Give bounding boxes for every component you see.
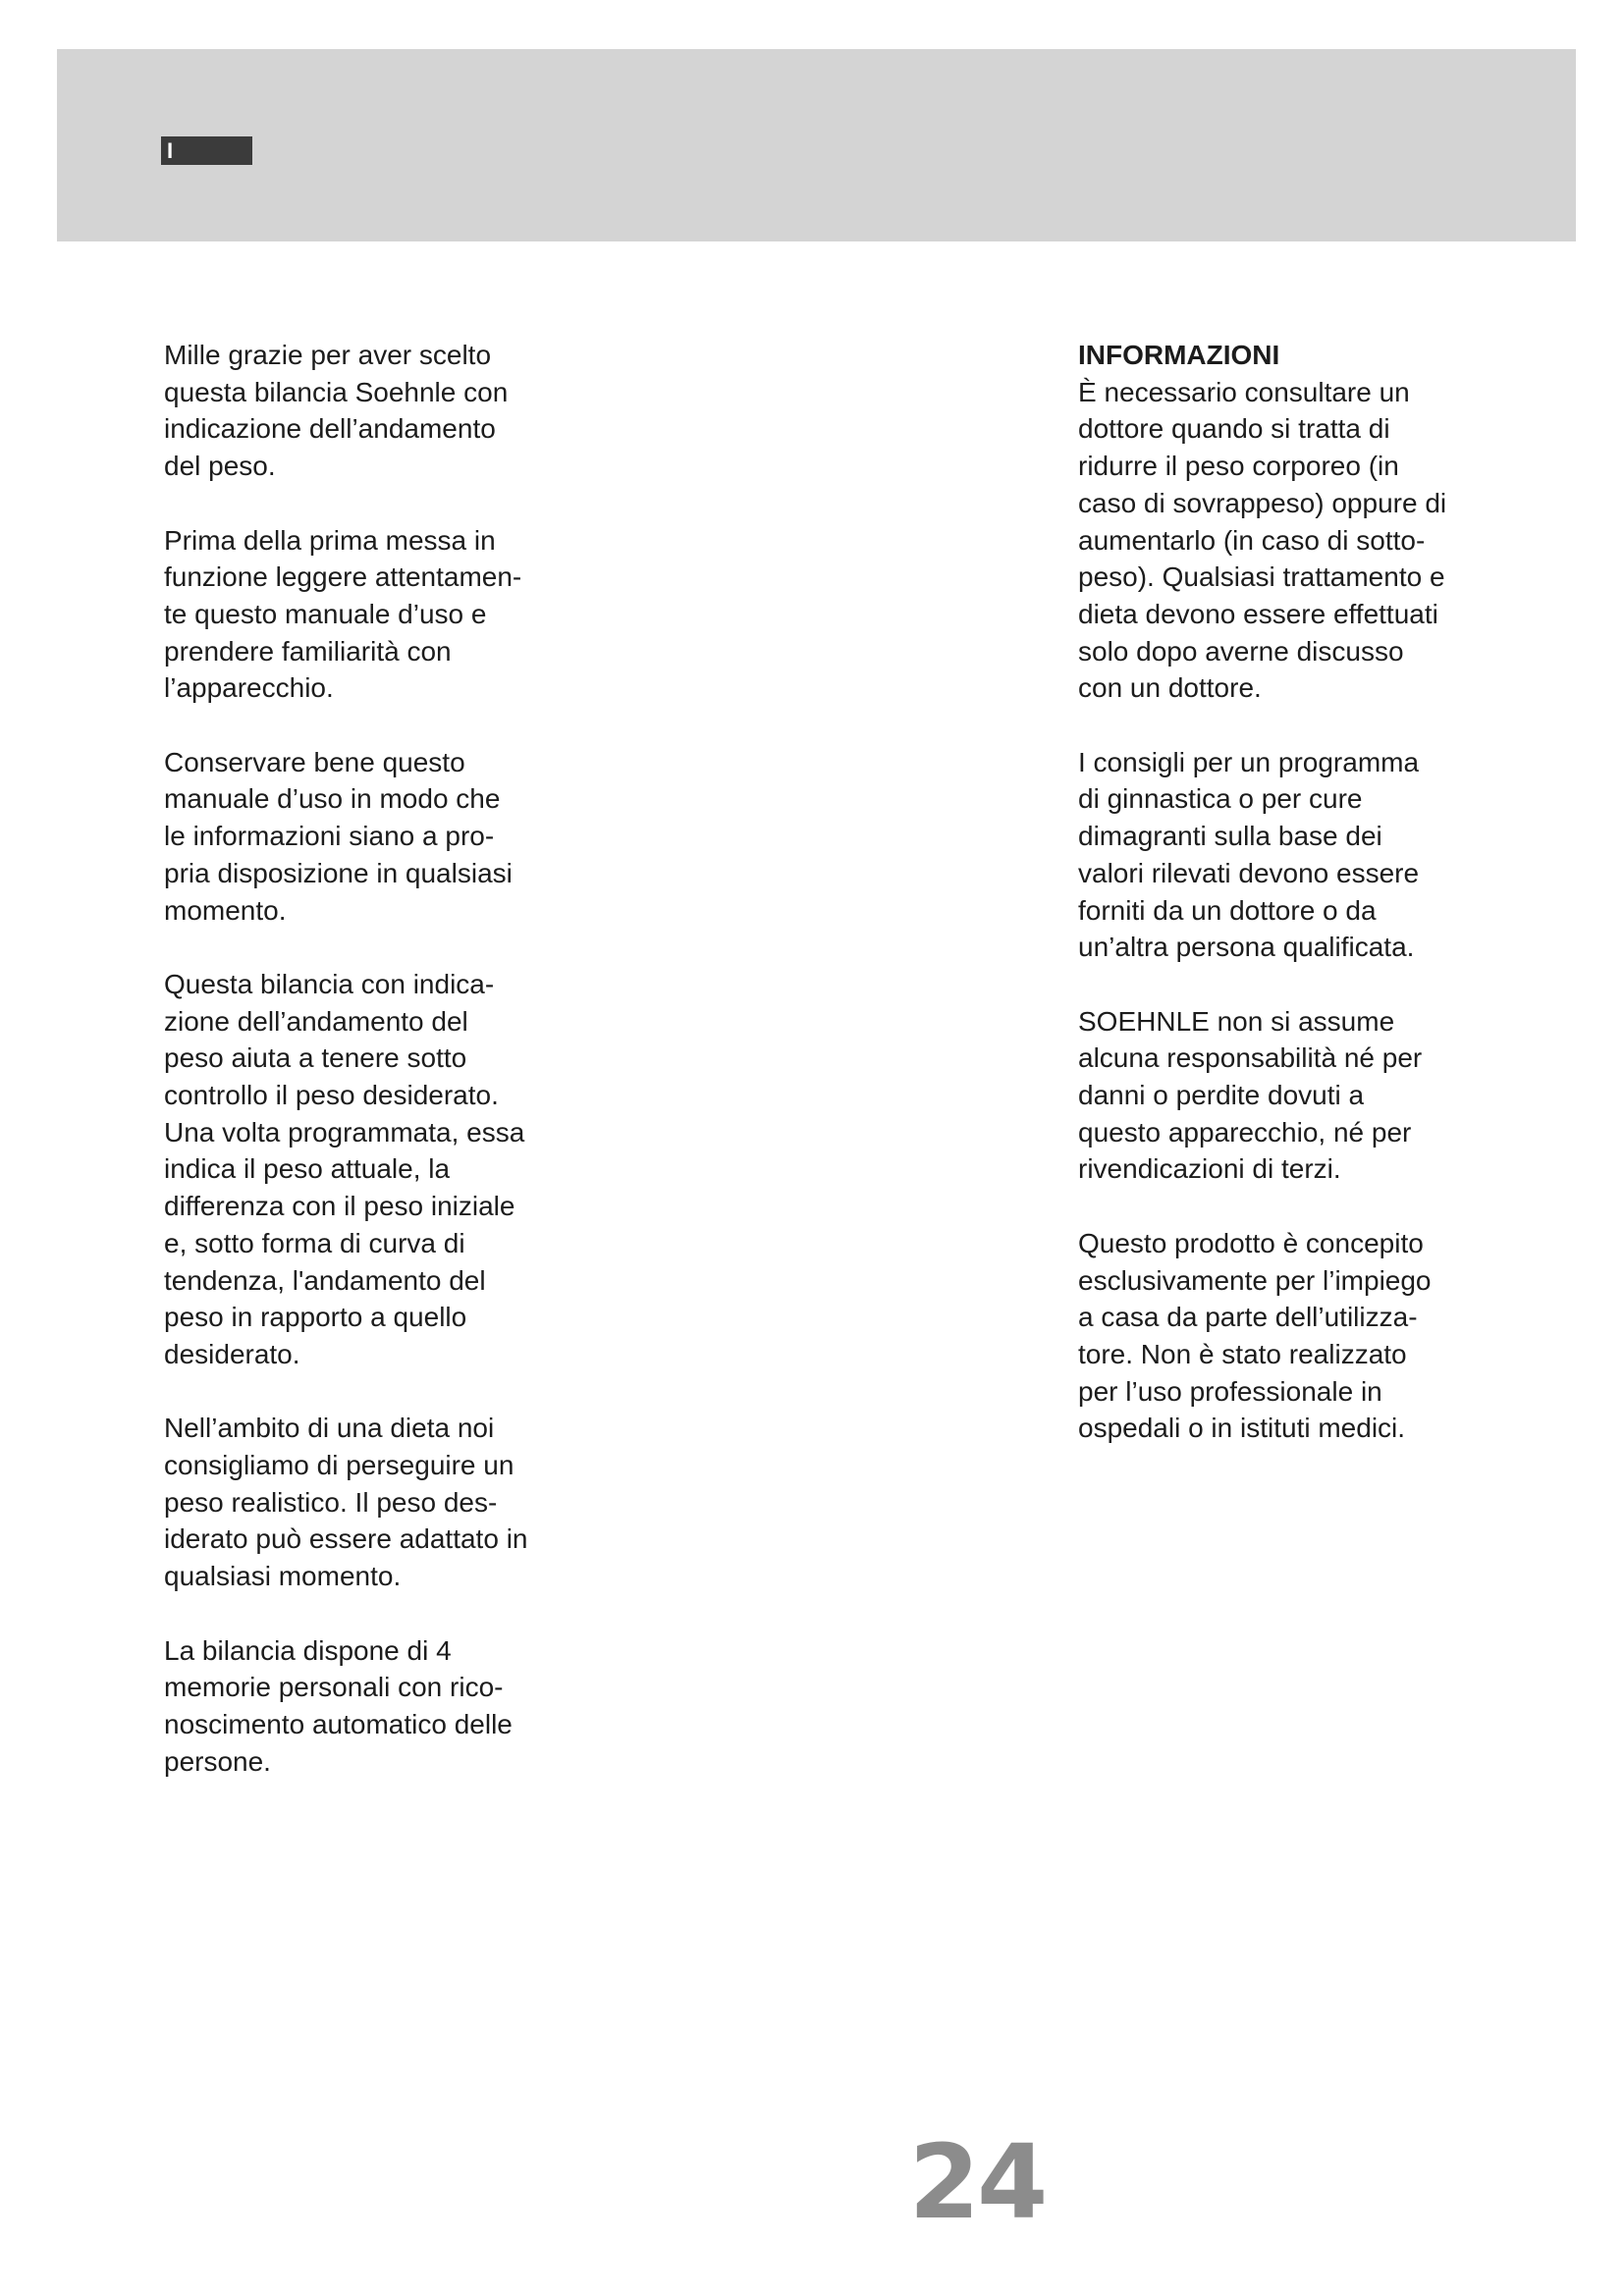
text-line: Questo prodotto è concepito: [1078, 1227, 1424, 1258]
text-line: iderato può essere adattato in: [164, 1523, 528, 1555]
text-line: Prima della prima messa in: [164, 524, 496, 556]
text-line: ospedali o in istituti medici.: [1078, 1413, 1406, 1444]
text-line: aumentarlo (in caso di sotto-: [1078, 524, 1426, 556]
text-line: con un dottore.: [1078, 672, 1262, 704]
text-line: Questa bilancia con indica-: [164, 968, 495, 999]
text-line: noscimento automatico delle: [164, 1708, 513, 1739]
right-paragraphs: [1078, 374, 1490, 1447]
right-column: [1078, 337, 1490, 1484]
text-line: per l’uso professionale in: [1078, 1375, 1382, 1407]
text-line: peso in rapporto a quello: [164, 1302, 467, 1333]
text-line: le informazioni siano a pro-: [164, 821, 495, 852]
text-line: e, sotto forma di curva di: [164, 1227, 465, 1258]
text-line: indicazione dell’andamento: [164, 413, 496, 445]
text-line: prendere familiarità con: [164, 635, 452, 667]
text-line: persone.: [164, 1745, 271, 1777]
text-line: È necessario consultare un: [1078, 376, 1410, 407]
header-band: [57, 49, 1576, 241]
text-line: esclusivamente per l’impiego: [1078, 1264, 1432, 1296]
paragraph: [164, 337, 576, 485]
text-line: indica il peso attuale, la: [164, 1153, 451, 1185]
text-line: differenza con il peso iniziale: [164, 1191, 515, 1222]
text-line: del peso.: [164, 451, 276, 482]
text-line: funzione leggere attentamen-: [164, 561, 522, 593]
text-line: pria disposizione in qualsiasi: [164, 857, 513, 888]
left-column: [164, 337, 576, 1817]
text-line: qualsiasi momento.: [164, 1561, 402, 1592]
text-line: peso realistico. Il peso des-: [164, 1486, 498, 1518]
text-line: ridurre il peso corporeo (in: [1078, 451, 1399, 482]
text-line: tore. Non è stato realizzato: [1078, 1338, 1407, 1369]
text-line: caso di sovrappeso) oppure di: [1078, 487, 1447, 518]
text-line: tendenza, l'andamento del: [164, 1264, 486, 1296]
text-line: peso). Qualsiasi trattamento e: [1078, 561, 1445, 593]
text-line: dottore quando si tratta di: [1078, 413, 1390, 445]
text-line: di ginnastica o per cure: [1078, 783, 1363, 815]
text-line: Nell’ambito di una dieta noi: [164, 1413, 495, 1444]
paragraph: [164, 522, 576, 708]
paragraph: [1078, 374, 1490, 707]
text-line: manuale d’uso in modo che: [164, 783, 501, 815]
text-line: Conservare bene questo: [164, 746, 465, 777]
text-line: solo dopo averne discusso: [1078, 635, 1404, 667]
paragraph: [1078, 1225, 1490, 1447]
text-line: alcuna responsabilità né per: [1078, 1042, 1423, 1074]
text-line: danni o perdite dovuti a: [1078, 1080, 1365, 1111]
text-line: dieta devono essere effettuati: [1078, 598, 1438, 629]
text-line: consigliamo di perseguire un: [164, 1450, 514, 1481]
page-number: 24: [908, 2122, 1046, 2242]
text-line: SOEHNLE non si assume: [1078, 1005, 1395, 1037]
text-line: I consigli per un programma: [1078, 746, 1420, 777]
paragraph: [164, 1632, 576, 1781]
text-line: un’altra persona qualificata.: [1078, 932, 1415, 963]
paragraph: [1078, 1003, 1490, 1189]
text-line: Una volta programmata, essa: [164, 1116, 525, 1148]
text-line: zione dell’andamento del: [164, 1005, 468, 1037]
text-line: dimagranti sulla base dei: [1078, 821, 1382, 852]
text-line: l’apparecchio.: [164, 672, 334, 704]
text-line: controllo il peso desiderato.: [164, 1080, 499, 1111]
text-line: peso aiuta a tenere sotto: [164, 1042, 467, 1074]
paragraph: [1078, 744, 1490, 966]
text-line: rivendicazioni di terzi.: [1078, 1153, 1341, 1185]
section-heading: INFORMAZIONI: [1078, 340, 1280, 370]
language-tab: [161, 136, 252, 165]
language-tab-label: I: [167, 138, 174, 163]
paragraph: [164, 1410, 576, 1595]
text-line: a casa da parte dell’utilizza-: [1078, 1302, 1418, 1333]
text-line: te questo manuale d’uso e: [164, 598, 487, 629]
text-line: questo apparecchio, né per: [1078, 1116, 1412, 1148]
paragraph: [164, 966, 576, 1373]
text-line: momento.: [164, 894, 287, 926]
text-line: questa bilancia Soehnle con: [164, 376, 509, 407]
text-line: forniti da un dottore o da: [1078, 894, 1377, 926]
text-line: desiderato.: [164, 1338, 300, 1369]
text-line: La bilancia dispone di 4: [164, 1634, 452, 1666]
text-line: Mille grazie per aver scelto: [164, 340, 492, 370]
text-line: memorie personali con rico-: [164, 1672, 504, 1703]
paragraph: [164, 744, 576, 930]
text-line: valori rilevati devono essere: [1078, 857, 1420, 888]
